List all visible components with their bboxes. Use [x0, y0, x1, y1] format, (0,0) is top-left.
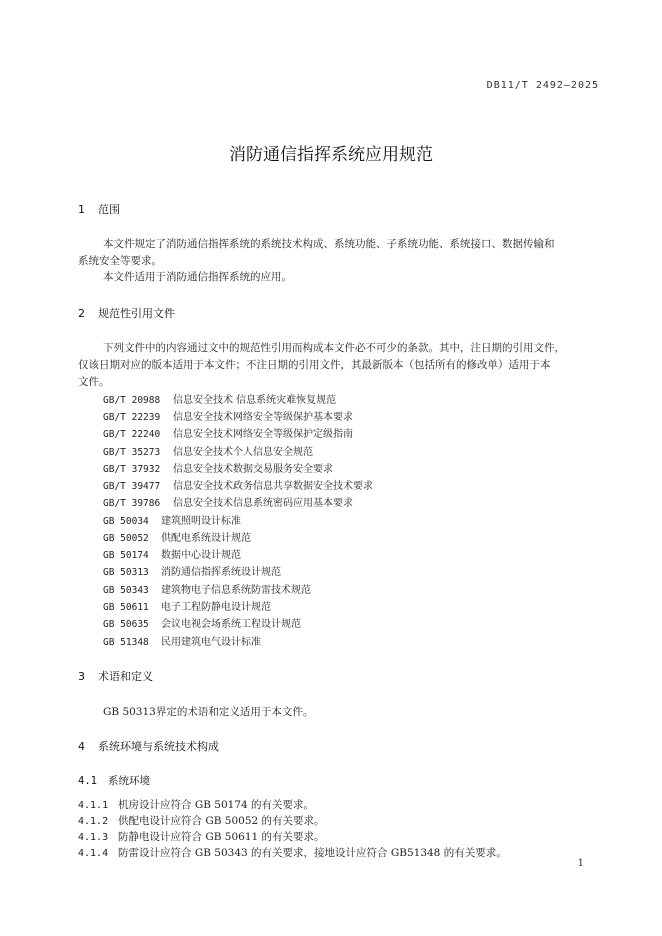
section-title: 系统环境与系统技术构成 [98, 740, 219, 753]
section-title: 规范性引用文件 [98, 307, 175, 320]
reference-code: GB/T 35273 [103, 447, 161, 458]
reference-item [103, 581, 311, 596]
document-code: DB11/T 2492—2025 [486, 80, 599, 91]
reference-title: 信息安全技术 信息系统灾难恢复规范 [173, 395, 337, 406]
reference-code: GB/T 22240 [103, 429, 161, 440]
reference-title: 民用建筑电气设计标准 [161, 637, 261, 648]
reference-code: GB 51348 [103, 637, 149, 648]
reference-code: GB 50343 [103, 585, 149, 596]
paragraph: 仅该日期对应的版本适用于本文件；不注日期的引用文件，其最新版本（包括所有的修改单）适用于本 [78, 359, 551, 371]
reference-code: GB 50034 [103, 516, 149, 527]
clause-text: 防雷设计应符合 GB 50343 的有关要求，接地设计应符合 GB51348 的有关要求。 [118, 847, 507, 859]
reference-code: GB/T 20988 [103, 395, 161, 406]
clause-item [78, 797, 314, 812]
reference-title: 信息安全技术数据交易服务安全要求 [173, 464, 333, 475]
reference-title: 信息安全技术政务信息共享数据安全技术要求 [173, 481, 373, 492]
paragraph: 本文件规定了消防通信指挥系统的系统技术构成、系统功能、子系统功能、系统接口、数据传输和 [103, 238, 555, 250]
reference-item [103, 391, 336, 406]
document-title: 消防通信指挥系统应用规范 [229, 145, 433, 165]
reference-title: 信息安全技术个人信息安全规范 [173, 447, 313, 458]
clause-text: 防静电设计应符合 GB 50611 的有关要求。 [118, 831, 325, 843]
reference-title: 建筑物电子信息系统防雷技术规范 [161, 585, 311, 596]
reference-item [103, 408, 353, 423]
reference-code: GB 50052 [103, 533, 149, 544]
reference-title: 消防通信指挥系统设计规范 [161, 567, 281, 578]
reference-title: 供配电系统设计规范 [161, 533, 251, 544]
reference-code: GB/T 39786 [103, 498, 161, 509]
reference-code: GB/T 37932 [103, 464, 161, 475]
reference-item [103, 494, 353, 509]
section-3-heading [78, 668, 153, 684]
section-number: 4 [78, 740, 85, 753]
reference-item [103, 425, 353, 440]
reference-item [103, 563, 281, 578]
reference-title: 信息安全技术信息系统密码应用基本要求 [173, 498, 353, 509]
section-number: 1 [78, 203, 85, 216]
paragraph: 文件。 [78, 376, 110, 388]
reference-item [103, 633, 261, 648]
reference-code: GB 50611 [103, 602, 149, 613]
reference-code: GB 50635 [103, 619, 149, 630]
reference-item [103, 546, 241, 561]
section-1-heading [78, 201, 120, 217]
paragraph: 本文件适用于消防通信指挥系统的应用。 [103, 271, 292, 283]
section-title: 术语和定义 [98, 670, 153, 683]
subsection-title: 系统环境 [108, 775, 150, 787]
section-2-heading [78, 305, 175, 321]
clause-number: 4.1.3 [78, 832, 109, 843]
reference-title: 信息安全技术网络安全等级保护基本要求 [173, 412, 353, 423]
paragraph: 系统安全等要求。 [78, 255, 162, 267]
reference-code: GB 50313 [103, 567, 149, 578]
clause-text: 机房设计应符合 GB 50174 的有关要求。 [118, 799, 315, 811]
clause-number: 4.1.4 [78, 848, 109, 859]
reference-title: 会议电视会场系统工程设计规范 [161, 619, 301, 630]
paragraph: GB 50313界定的术语和定义适用于本文件。 [103, 706, 314, 718]
reference-item [103, 615, 301, 630]
section-number: 3 [78, 670, 85, 683]
subsection-4-1-heading [78, 773, 150, 788]
clause-item [78, 829, 325, 844]
reference-title: 数据中心设计规范 [161, 550, 241, 561]
reference-item [103, 460, 333, 475]
reference-title: 电子工程防静电设计规范 [161, 602, 271, 613]
subsection-number: 4.1 [78, 775, 97, 787]
clause-item [78, 845, 507, 860]
clause-item [78, 813, 325, 828]
page-number: 1 [577, 858, 584, 869]
reference-item [103, 512, 241, 527]
clause-number: 4.1.1 [78, 800, 109, 811]
paragraph: 下列文件中的内容通过文中的规范性引用而构成本文件必不可少的条款。其中，注日期的引用文件， [103, 342, 565, 354]
clause-number: 4.1.2 [78, 816, 109, 827]
section-title: 范围 [98, 203, 120, 216]
reference-title: 信息安全技术网络安全等级保护定级指南 [173, 429, 353, 440]
reference-code: GB/T 22239 [103, 412, 161, 423]
reference-title: 建筑照明设计标准 [161, 516, 241, 527]
clause-text: 供配电设计应符合 GB 50052 的有关要求。 [118, 815, 325, 827]
reference-item [103, 598, 271, 613]
reference-item [103, 443, 313, 458]
reference-code: GB/T 39477 [103, 481, 161, 492]
section-4-heading [78, 738, 219, 754]
reference-item [103, 477, 373, 492]
reference-item [103, 529, 251, 544]
reference-code: GB 50174 [103, 550, 149, 561]
section-number: 2 [78, 307, 85, 320]
